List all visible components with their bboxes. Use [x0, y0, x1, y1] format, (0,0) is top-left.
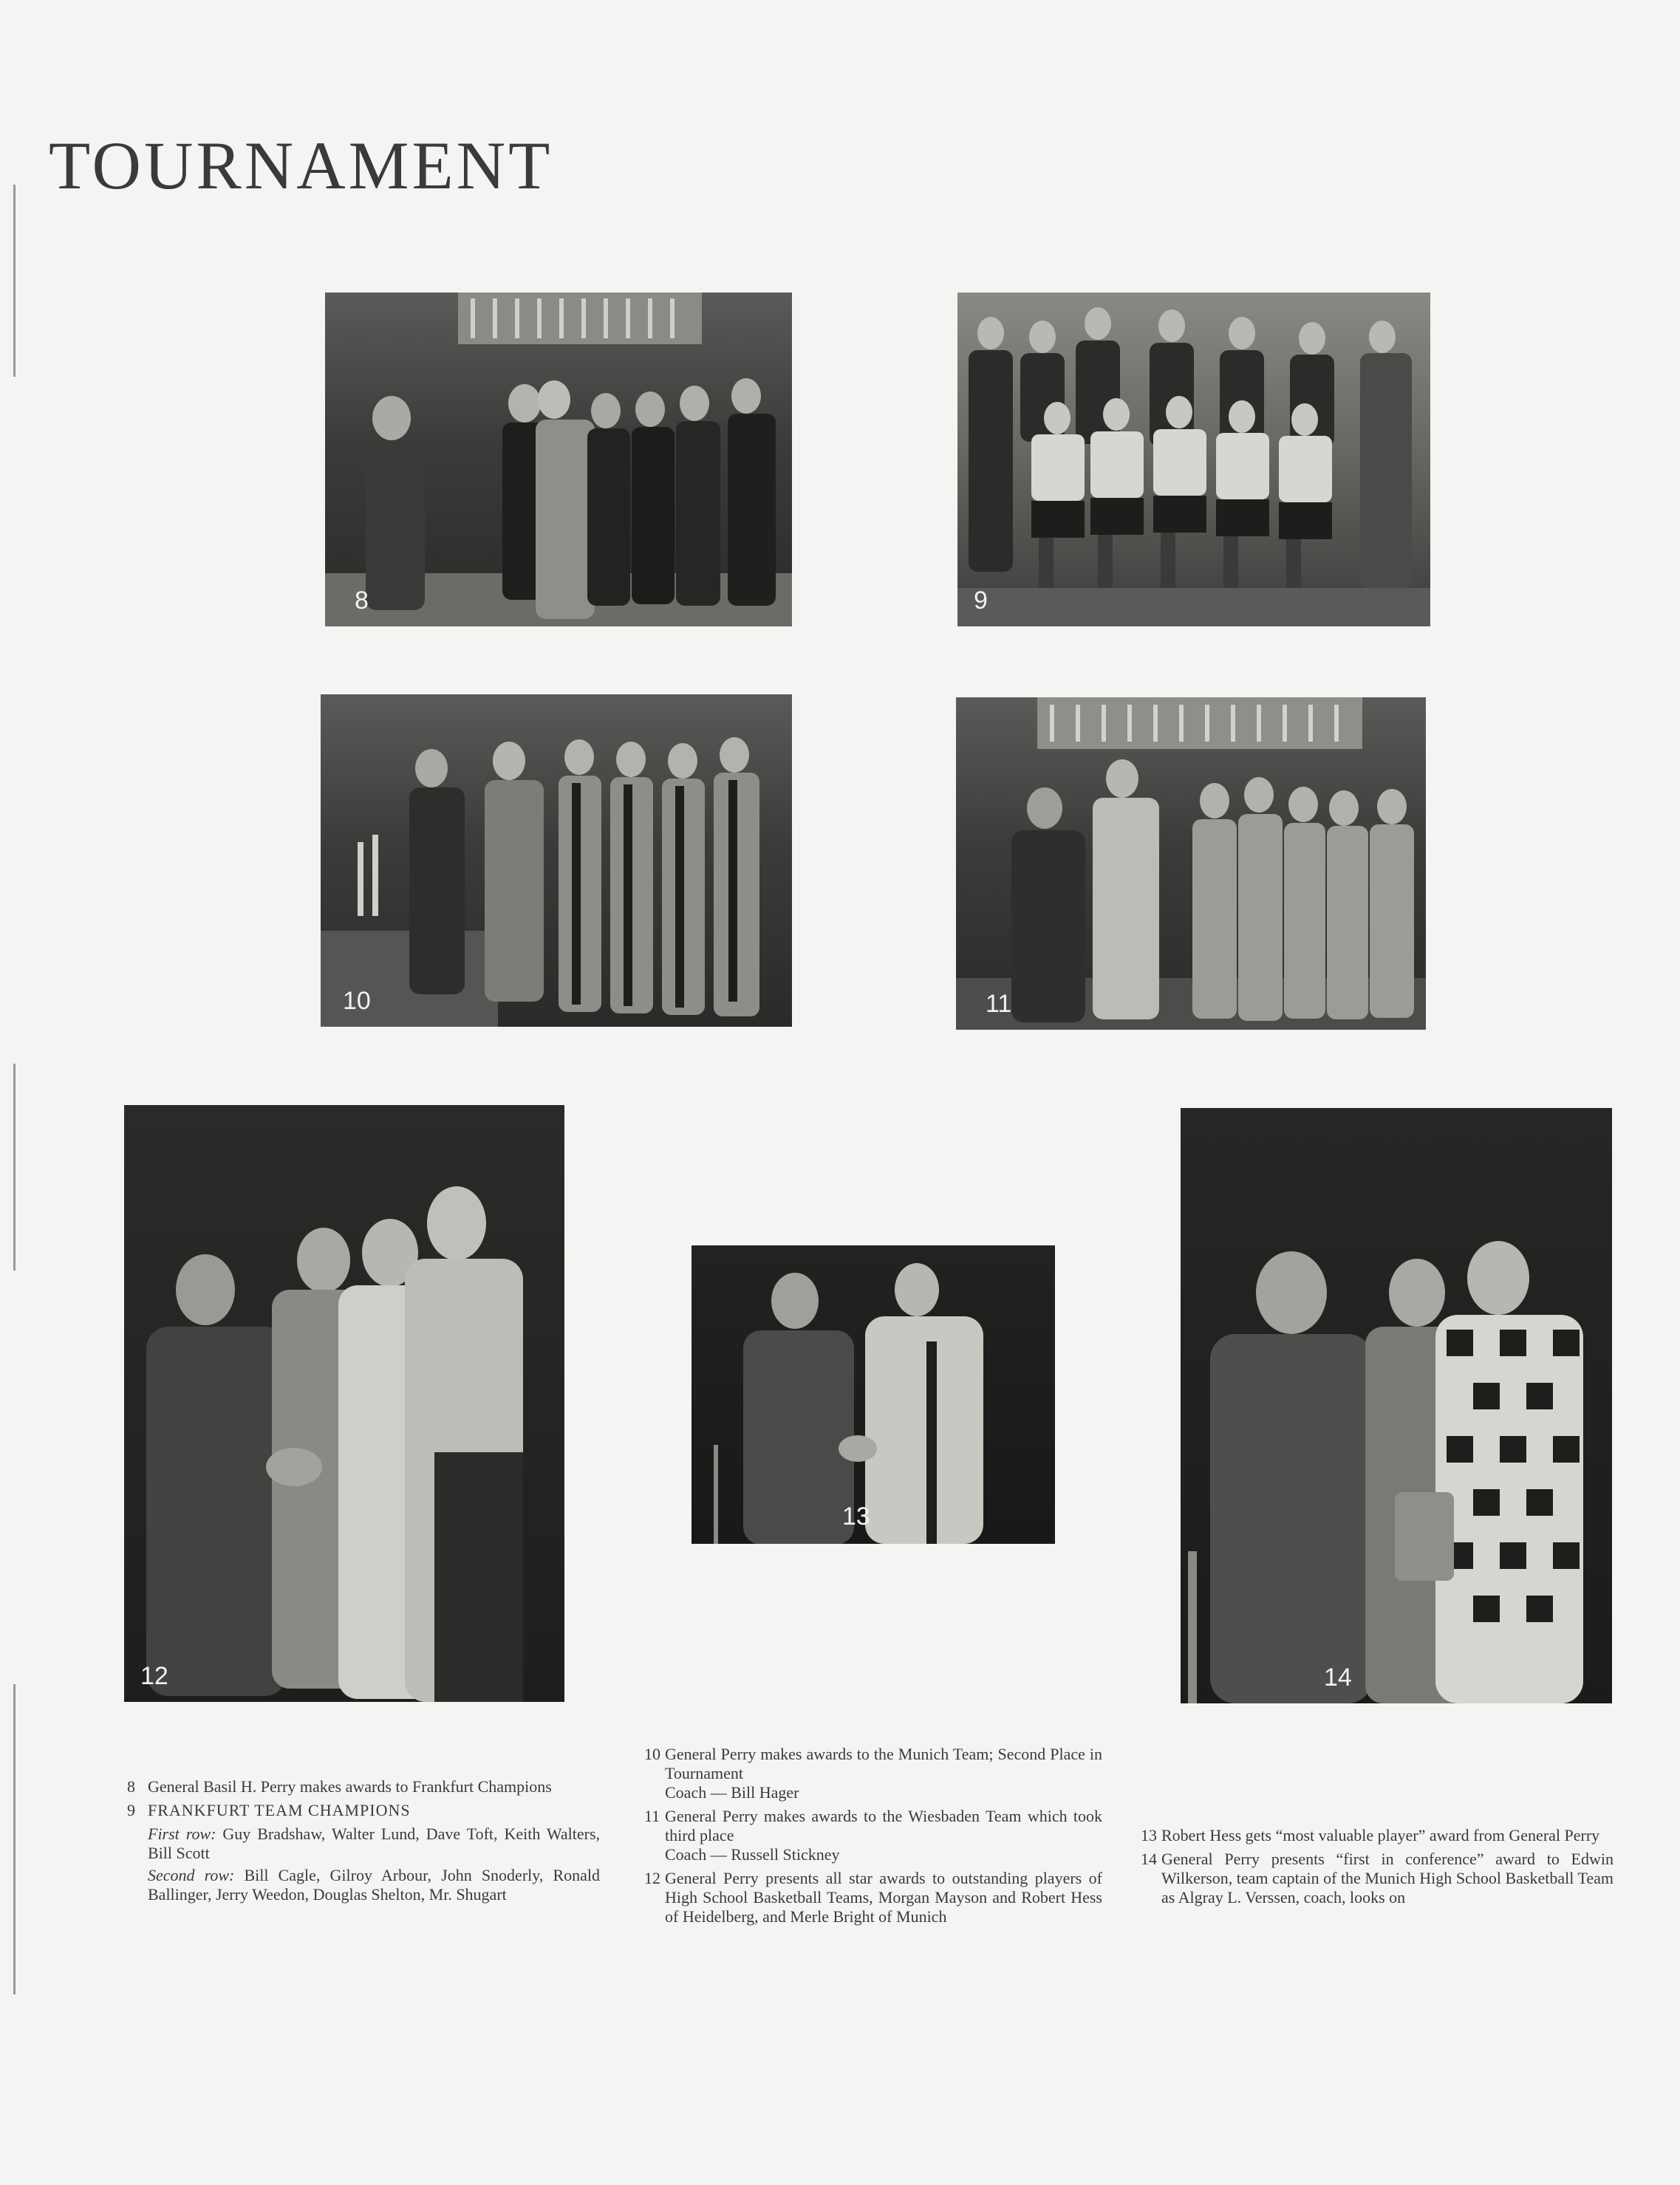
- caption-13: [1141, 1826, 1614, 1845]
- photo-13: [692, 1245, 1055, 1544]
- caption-text: FRANKFURT TEAM CHAMPIONS: [148, 1801, 411, 1819]
- caption-number: 10: [644, 1745, 660, 1763]
- caption-12: [644, 1869, 1102, 1926]
- photo-number: 11: [986, 990, 1012, 1018]
- caption-body: [665, 1745, 1102, 1802]
- photo-12-image: [124, 1105, 564, 1702]
- row-label: First row:: [148, 1825, 216, 1843]
- captions-column-2: [644, 1745, 1102, 1931]
- photo-10-image: [321, 694, 792, 1027]
- caption-coach: Coach — Russell Stickney: [665, 1845, 840, 1864]
- row-names: Bill Cagle, Gilroy Arbour, John Snoderly, Ronald Ballinger, Jerry Weedon, Douglas Shelton, Mr. Shugart: [148, 1866, 600, 1904]
- photo-8: [325, 293, 792, 626]
- caption-text: General Perry makes awards to the Munich Team; Second Place in Tournament: [665, 1745, 1102, 1782]
- photo-number: 8: [355, 587, 369, 615]
- photo-number: 12: [140, 1662, 168, 1690]
- caption-text: General Perry presents all star awards to outstanding players of High School Basketball Teams, Morgan Mayson and Robert Hess of Heidelberg, and Merle Bright of Munich: [665, 1869, 1102, 1926]
- photo-number: 13: [842, 1502, 870, 1531]
- photo-number: 9: [974, 587, 988, 615]
- caption-number: 13: [1141, 1826, 1157, 1844]
- caption-number: 12: [644, 1869, 660, 1887]
- photo-13-image: [692, 1245, 1055, 1544]
- caption-text: General Perry makes awards to the Wiesbaden Team which took third place: [665, 1807, 1102, 1844]
- caption-9-second-row: [148, 1866, 600, 1904]
- caption-number: 11: [644, 1807, 660, 1825]
- row-label: Second row:: [148, 1866, 235, 1884]
- photo-8-image: [325, 293, 792, 626]
- caption-number: 9: [127, 1801, 135, 1819]
- caption-coach: Coach — Bill Hager: [665, 1783, 799, 1802]
- photo-10: [321, 694, 792, 1027]
- photo-11-image: [956, 697, 1426, 1030]
- photo-9: [957, 293, 1430, 626]
- captions-column-1: [127, 1777, 600, 1907]
- photo-14: [1181, 1108, 1612, 1703]
- margin-line: [13, 1064, 16, 1271]
- margin-line: [13, 1684, 16, 1994]
- caption-text: Robert Hess gets “most valuable player” award from General Perry: [1161, 1826, 1600, 1844]
- caption-14: [1141, 1850, 1614, 1907]
- caption-number: 14: [1141, 1850, 1157, 1868]
- caption-9-first-row: [148, 1825, 600, 1863]
- caption-9: [127, 1801, 600, 1820]
- photo-12: [124, 1105, 564, 1702]
- captions-column-3: [1141, 1826, 1614, 1912]
- page-title: TOURNAMENT: [49, 128, 553, 203]
- caption-text: General Perry presents “first in conference” award to Edwin Wilkerson, team captain of the Munich High School Basketball Team as Algray L. Verssen, coach, looks on: [1161, 1850, 1614, 1907]
- caption-body: [665, 1807, 1102, 1864]
- photo-number: 10: [343, 987, 371, 1015]
- caption-8: [127, 1777, 600, 1796]
- photo-11: [956, 697, 1426, 1030]
- caption-10: [644, 1745, 1102, 1802]
- photo-14-image: [1181, 1108, 1612, 1703]
- caption-11: [644, 1807, 1102, 1864]
- margin-line: [13, 185, 16, 377]
- photo-9-image: [957, 293, 1430, 626]
- row-names: Guy Bradshaw, Walter Lund, Dave Toft, Keith Walters, Bill Scott: [148, 1825, 601, 1862]
- caption-number: 8: [127, 1777, 135, 1796]
- photo-number: 14: [1324, 1663, 1352, 1692]
- caption-text: General Basil H. Perry makes awards to Frankfurt Champions: [148, 1777, 552, 1796]
